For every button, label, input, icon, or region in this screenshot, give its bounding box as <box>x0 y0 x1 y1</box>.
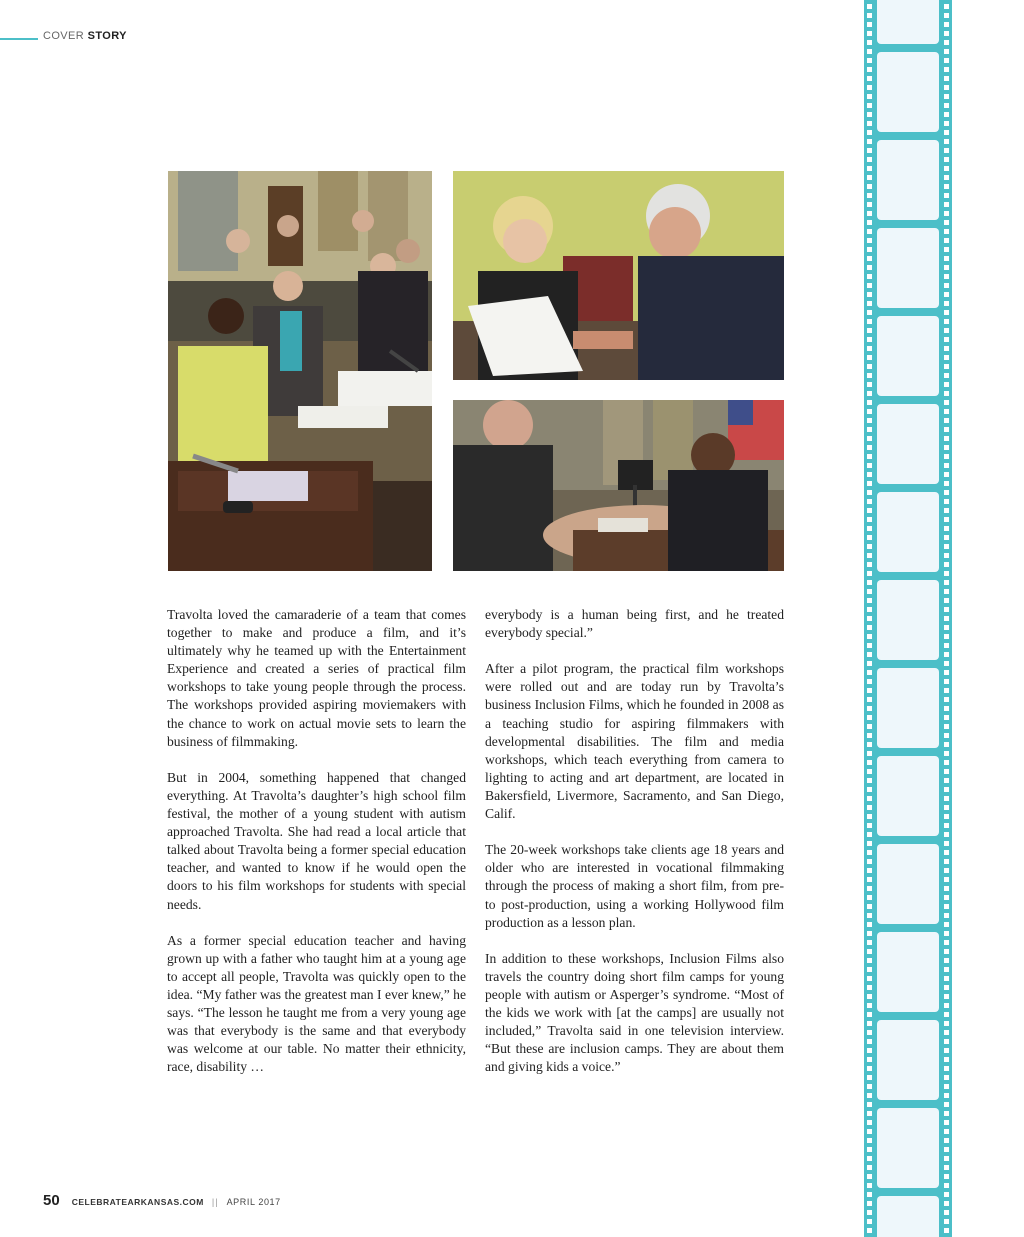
footer-issue-date: APRIL 2017 <box>226 1197 281 1207</box>
article-paragraph: Travolta loved the camaraderie of a team that comes together to make and produce a film, and it’s ultimately why he teamed up with the Entertainment Experience and created a series of practical film workshops to take young people through the process. The workshops provided aspiring moviemakers with the chance to work on actual movie sets to learn the business of filmmaking. <box>167 607 466 749</box>
judge-set-photo <box>453 400 784 571</box>
section-label-bold: STORY <box>87 30 127 42</box>
article-paragraph: After a pilot program, the practical film workshops were rolled out and are today run by Travolta’s business Inclusion Films, which he founded in 2008 as a teaching studio for aspiring filmmakers with developmental disabilities. The film and media workshops, which teach everything from camera to lighting to acting and art department, are located in Bakersfield, Livermore, Sacramento, and San Diego, Calif. <box>485 661 784 822</box>
film-strip-graphic <box>864 0 952 1237</box>
footer-separator: || <box>211 1197 219 1207</box>
film-strip-decoration <box>864 0 952 1237</box>
students-courtroom-photo <box>168 171 432 571</box>
page-number: 50 <box>43 1192 60 1209</box>
header-accent-rule <box>0 38 38 40</box>
section-label-light: COVER <box>43 30 88 42</box>
article-right-column <box>485 606 784 1095</box>
article-left-column <box>167 606 466 1095</box>
article-paragraph: In addition to these workshops, Inclusion Films also travels the country doing short film camps for young people with autism or Asperger’s syndrome. “Most of the kids we work with [at the camps] are usually not included,” Travolta said in one television interview. “But these are inclusion camps. They are about them and giving kids a voice.” <box>485 950 784 1075</box>
footer-site-link[interactable]: CELEBRATEARKANSAS.COM <box>71 1197 204 1207</box>
mentor-script-photo <box>453 171 784 380</box>
article-paragraph: everybody is a human being first, and he treated everybody special.” <box>485 607 784 641</box>
article-paragraph: As a former special education teacher and having grown up with a father who taught him at a young age to accept all people, Travolta was quickly open to the idea. “My father was the greatest man I ever knew,” he says. “The lesson he taught me from a very young age was that everybody is the same and that everybody was welcome at our table. No matter their ethnicity, race, disability … <box>167 932 466 1075</box>
article-paragraph: The 20-week workshops take clients age 18 years and older who are interested in vocational filmmaking through the process of making a short film, from pre- to post-production, using a working Hollywood film production as a lesson plan. <box>485 842 784 930</box>
section-label <box>43 30 127 42</box>
page-footer <box>43 1192 281 1209</box>
article-paragraph: But in 2004, something happened that changed everything. At Travolta’s daughter’s high school film festival, the mother of a young student with autism approached Travolta. She had read a local article that talked about Travolta being a former special education teacher, and wanted to know if he would open the doors to his film workshops for students with special needs. <box>167 769 466 912</box>
